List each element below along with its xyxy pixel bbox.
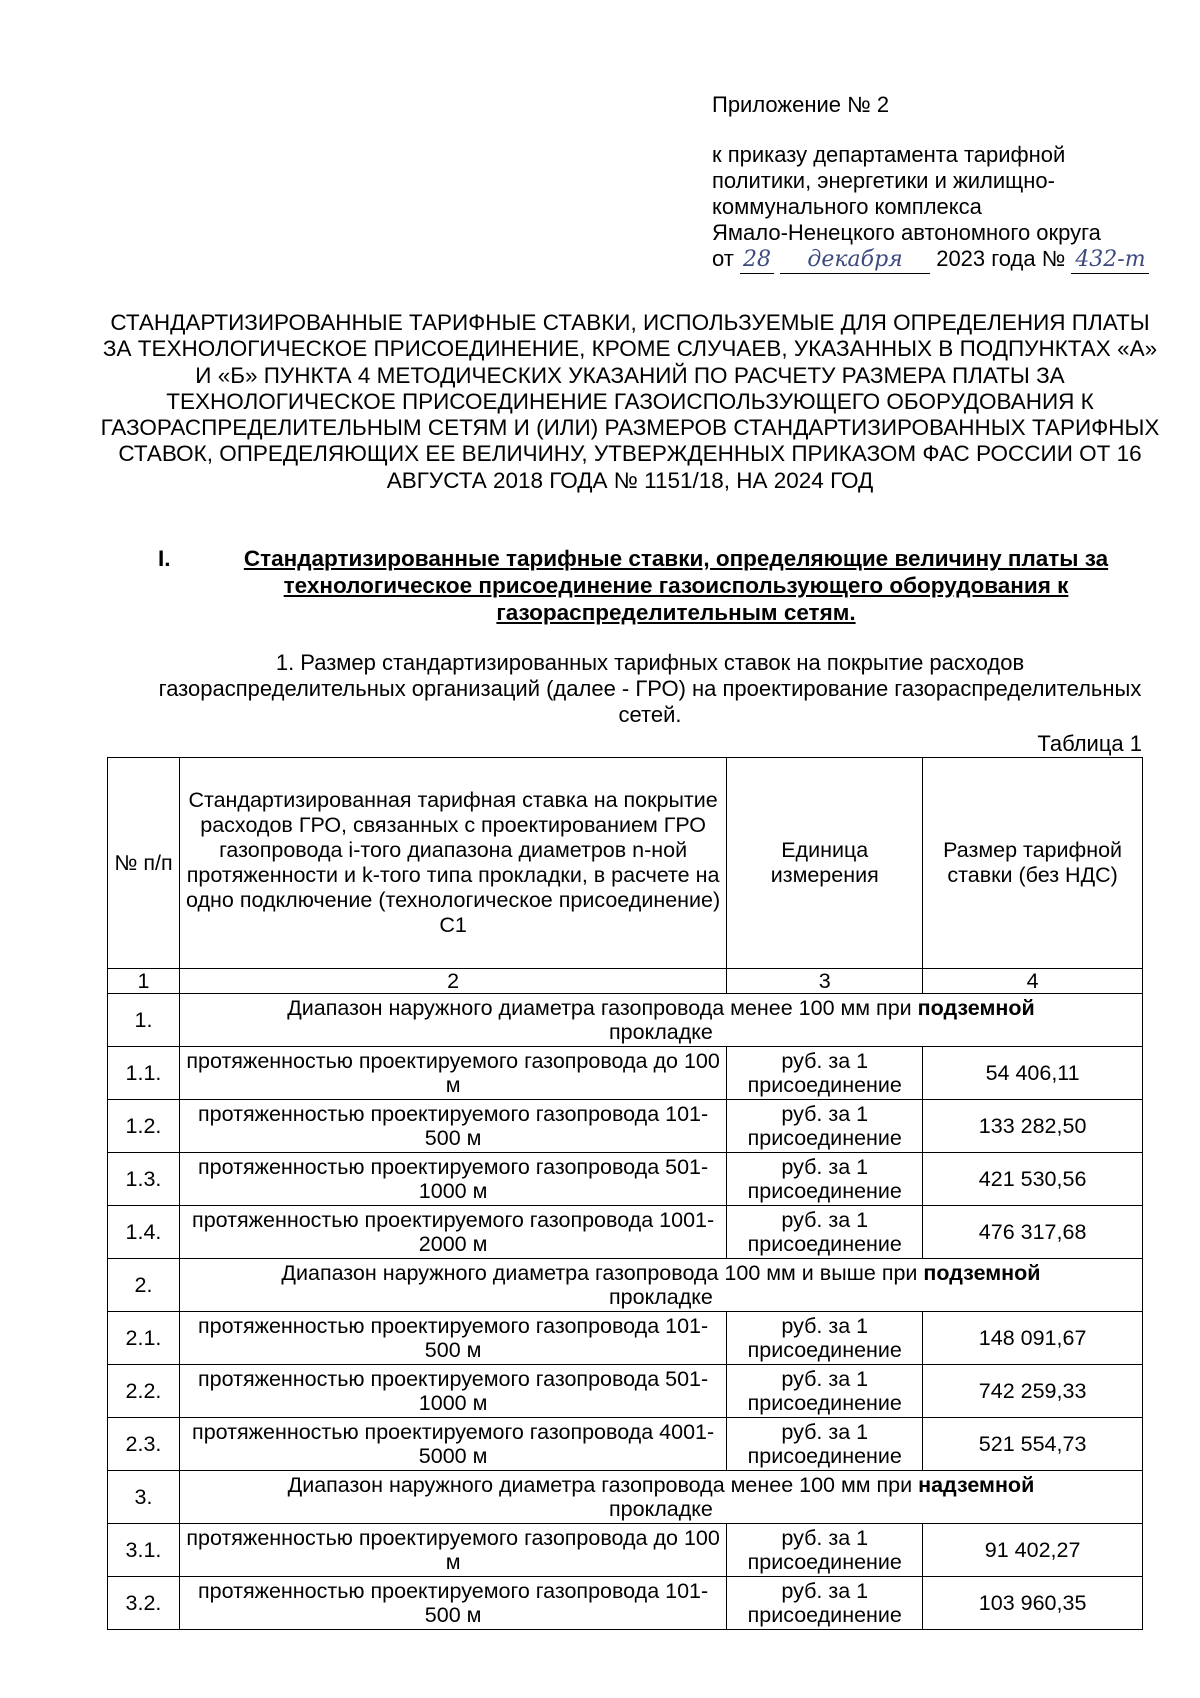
row-unit: руб. за 1 присоединение xyxy=(727,1365,923,1418)
row-description: протяженностью проектируемого газопровода до 100 м xyxy=(179,1524,726,1577)
date-prefix: от xyxy=(712,246,734,271)
subsection-title: 1. Размер стандартизированных тарифных ставок на покрытие расходов газораспределительных организаций (далее - ГРО) на проектирование газораспределительных сетей. xyxy=(158,650,1142,727)
row-value: 133 282,50 xyxy=(923,1100,1143,1153)
appendix-block xyxy=(712,92,1172,274)
table-group-row xyxy=(108,1471,1143,1524)
row-value: 421 530,56 xyxy=(923,1153,1143,1206)
appendix-line: Ямало-Ненецкого автономного округа xyxy=(712,220,1101,245)
group-number: 3. xyxy=(108,1471,180,1524)
group-title-prefix: Диапазон наружного диаметра газопровода менее 100 мм при xyxy=(287,996,912,1020)
row-value: 91 402,27 xyxy=(923,1524,1143,1577)
handwritten-month: декабря xyxy=(780,247,930,274)
section-number: I. xyxy=(158,546,171,571)
row-unit: руб. за 1 присоединение xyxy=(727,1047,923,1100)
row-number: 1.4. xyxy=(108,1206,180,1259)
row-unit: руб. за 1 присоединение xyxy=(727,1100,923,1153)
column-number-row xyxy=(108,969,1143,994)
section-title: Стандартизированные тарифные ставки, определяющие величину платы за технологическое присоединение газоиспользующего оборудования к газораспределительным сетям. xyxy=(243,546,1109,625)
table-header-row xyxy=(108,758,1143,969)
row-description: протяженностью проектируемого газопровода 101-500 м xyxy=(179,1100,726,1153)
row-description: протяженностью проектируемого газопровода 101-500 м xyxy=(179,1312,726,1365)
table-row xyxy=(108,1524,1143,1577)
group-title xyxy=(179,994,1142,1047)
table-row xyxy=(108,1312,1143,1365)
table-row xyxy=(108,1365,1143,1418)
header-number: № п/п xyxy=(108,758,180,969)
table-row xyxy=(108,1577,1143,1630)
row-value: 742 259,33 xyxy=(923,1365,1143,1418)
handwritten-day: 28 xyxy=(740,247,774,274)
group-title-bold: надземной xyxy=(918,1473,1035,1497)
row-description: протяженностью проектируемого газопровода 4001-5000 м xyxy=(179,1418,726,1471)
tariff-table xyxy=(107,757,1143,1630)
column-number: 4 xyxy=(923,969,1143,994)
row-number: 1.1. xyxy=(108,1047,180,1100)
row-value: 103 960,35 xyxy=(923,1577,1143,1630)
appendix-title: Приложение № 2 xyxy=(712,92,890,117)
row-value: 148 091,67 xyxy=(923,1312,1143,1365)
row-unit: руб. за 1 присоединение xyxy=(727,1206,923,1259)
row-number: 2.2. xyxy=(108,1365,180,1418)
row-description: протяженностью проектируемого газопровода 1001-2000 м xyxy=(179,1206,726,1259)
row-unit: руб. за 1 присоединение xyxy=(727,1153,923,1206)
group-title-prefix: Диапазон наружного диаметра газопровода менее 100 мм при xyxy=(287,1473,913,1497)
column-number: 1 xyxy=(108,969,180,994)
group-title xyxy=(179,1259,1142,1312)
table-row xyxy=(108,1100,1143,1153)
header-value: Размер тарифной ставки (без НДС) xyxy=(923,758,1143,969)
table-row xyxy=(108,1418,1143,1471)
header-description: Стандартизированная тарифная ставка на покрытие расходов ГРО, связанных с проектированием ГРО газопровода i-того диапазона диаметров n-ной протяженности и k-того типа прокладки, в расчете на одно подключение (технологическое присоединение) С1 xyxy=(179,758,726,969)
row-number: 2.1. xyxy=(108,1312,180,1365)
table-row xyxy=(108,1047,1143,1100)
group-title-suffix: прокладке xyxy=(609,1497,713,1521)
appendix-line: политики, энергетики и жилищно- xyxy=(712,168,1055,193)
row-description: протяженностью проектируемого газопровода 501-1000 м xyxy=(179,1365,726,1418)
group-title xyxy=(179,1471,1142,1524)
row-unit: руб. за 1 присоединение xyxy=(727,1577,923,1630)
row-description: протяженностью проектируемого газопровода 101-500 м xyxy=(179,1577,726,1630)
group-number: 2. xyxy=(108,1259,180,1312)
table-group-row xyxy=(108,994,1143,1047)
row-number: 3.1. xyxy=(108,1524,180,1577)
group-number: 1. xyxy=(108,994,180,1047)
row-value: 54 406,11 xyxy=(923,1047,1143,1100)
group-title-suffix: прокладке xyxy=(609,1285,713,1309)
row-value: 476 317,68 xyxy=(923,1206,1143,1259)
row-unit: руб. за 1 присоединение xyxy=(727,1418,923,1471)
group-title-bold: подземной xyxy=(917,996,1035,1020)
row-unit: руб. за 1 присоединение xyxy=(727,1312,923,1365)
row-unit: руб. за 1 присоединение xyxy=(727,1524,923,1577)
column-number: 2 xyxy=(179,969,726,994)
date-year: 2023 года № xyxy=(936,246,1066,271)
table-group-row xyxy=(108,1259,1143,1312)
group-title-suffix: прокладке xyxy=(609,1020,713,1044)
header-unit: Единица измерения xyxy=(727,758,923,969)
document-title: СТАНДАРТИЗИРОВАННЫЕ ТАРИФНЫЕ СТАВКИ, ИСПОЛЬЗУЕМЫЕ ДЛЯ ОПРЕДЕЛЕНИЯ ПЛАТЫ ЗА ТЕХНОЛОГИЧЕСКОЕ ПРИСОЕДИНЕНИЕ, КРОМЕ СЛУЧАЕВ, УКАЗАННЫХ В ПОДПУНКТАХ «А» И «Б» ПУНКТА 4 МЕТОДИЧЕСКИХ УКАЗАНИЙ ПО РАСЧЕТУ РАЗМЕРА ПЛАТЫ ЗА ТЕХНОЛОГИЧЕСКОЕ ПРИСОЕДИНЕНИЕ ГАЗОИСПОЛЬЗУЮЩЕГО ОБОРУДОВАНИЯ К ГАЗОРАСПРЕДЕЛИТЕЛЬНЫМ СЕТЯМ И (ИЛИ) РАЗМЕРОВ СТАНДАРТИЗИРОВАННЫХ ТАРИФНЫХ СТАВОК, ОПРЕДЕЛЯЮЩИХ ЕЕ ВЕЛИЧИНУ, УТВЕРЖДЕННЫХ ПРИКАЗОМ ФАС РОССИИ ОТ 16 АВГУСТА 2018 ГОДА № 1151/18, НА 2024 ГОД xyxy=(100,310,1160,493)
section-heading xyxy=(148,545,1148,626)
row-description: протяженностью проектируемого газопровода до 100 м xyxy=(179,1047,726,1100)
row-number: 2.3. xyxy=(108,1418,180,1471)
row-description: протяженностью проектируемого газопровода 501-1000 м xyxy=(179,1153,726,1206)
row-number: 1.3. xyxy=(108,1153,180,1206)
table-row xyxy=(108,1206,1143,1259)
group-title-bold: подземной xyxy=(923,1261,1041,1285)
appendix-line: коммунального комплекса xyxy=(712,194,982,219)
table-label: Таблица 1 xyxy=(1037,731,1142,756)
table-row xyxy=(108,1153,1143,1206)
column-number: 3 xyxy=(727,969,923,994)
row-number: 1.2. xyxy=(108,1100,180,1153)
row-value: 521 554,73 xyxy=(923,1418,1143,1471)
appendix-line: к приказу департамента тарифной xyxy=(712,142,1066,167)
group-title-prefix: Диапазон наружного диаметра газопровода 100 мм и выше при xyxy=(281,1261,918,1285)
handwritten-order-number: 432-т xyxy=(1071,247,1149,274)
appendix-date-line xyxy=(712,246,1172,274)
row-number: 3.2. xyxy=(108,1577,180,1630)
